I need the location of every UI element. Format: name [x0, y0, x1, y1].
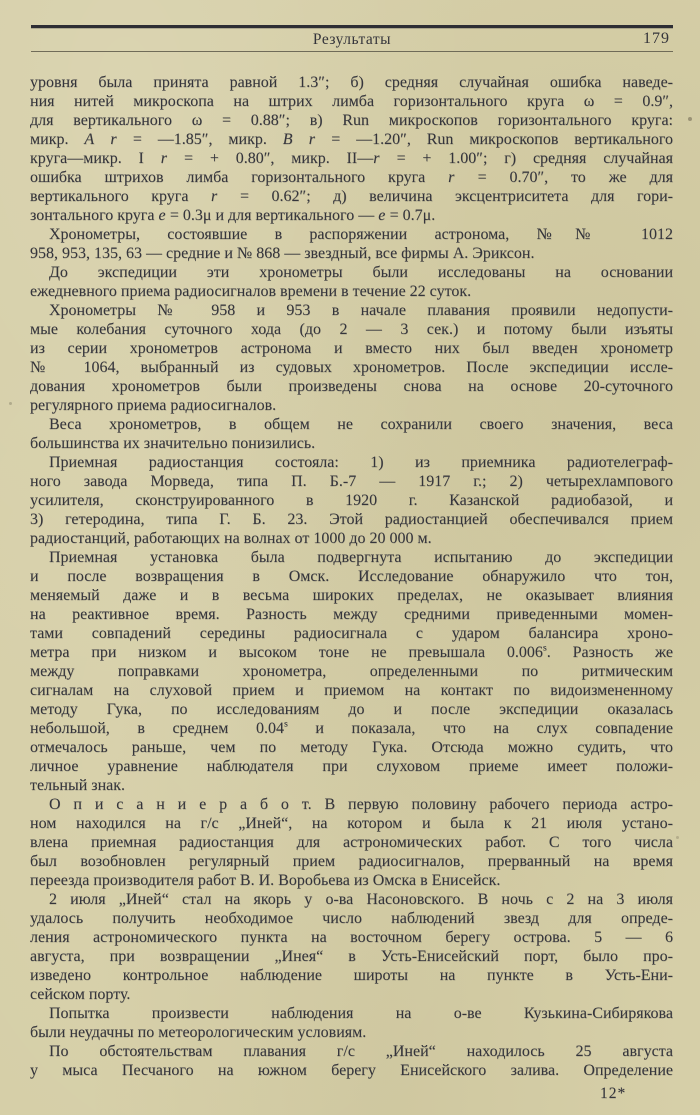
text-line: круга—микр. I r = + 0.80″, микр. II—r = + 1.00″; г) средняя случайная [30, 150, 674, 167]
text-line: Попытка произвести наблюдения на о-ве Кузькина-Сибирякова [49, 1005, 673, 1022]
text-line: ния нитей микроскопа на штрих лимба горизонтального круга ω = 0.9″, [30, 93, 673, 110]
signature-mark: 12* [600, 1085, 627, 1102]
text-line: между поправками хронометра, определенными по ритмическим [30, 663, 673, 680]
text-line: большинства их значительно понизились. [30, 435, 316, 452]
text-line: мые колебания суточного хода (до 2 — 3 сек.) и потому были изъяты [30, 321, 673, 338]
text-line: сейском порту. [30, 986, 131, 1003]
text-line: радиостанций, работающих на волнах от 1000 до 20 000 м. [30, 530, 432, 547]
text-line: небольшой, в среднем 0.04$^s$ и показала, что на слух совпадение [30, 718, 674, 737]
text-line: дования хронометров были произведены снова на основе 20-суточного [30, 378, 673, 395]
text-line: ежедневного приема радиосигналов времени в течение 22 суток. [30, 283, 472, 300]
text-line: По обстоятельствам плавания г/с „Иней“ находилось 25 августа [49, 1043, 673, 1060]
header-row [31, 28, 673, 51]
text-line: № 1064, выбранный из судовых хронометров. После экспедиции иссле- [30, 359, 673, 376]
text-line: ления астрономического пункта на восточном берегу острова. 5 — 6 [30, 929, 673, 946]
text-line: Веса хронометров, в общем не сохранили своего значения, веса [49, 416, 673, 433]
text-line: усилителя, сконструированного в 1920 г. Казанской радиобазой, и [30, 492, 673, 509]
text-line: ошибка штрихов лимба горизонтального круга r = 0.70″, то же для [30, 169, 674, 186]
header-rule-bottom [31, 51, 673, 52]
page-header [31, 25, 673, 52]
text-line: метра при низком и высоком тоне не превышала 0.006$^s$. Разность же [30, 642, 674, 661]
text-line: вертикального круга r = 0.62″; д) величина эксцентриситета для гори- [30, 188, 673, 205]
text-line: и после возвращения в Омск. Исследование обнаружило что тон, [30, 568, 673, 585]
text-line: на реактивное время. Разность между средними приведенными момен- [30, 606, 673, 623]
text-line: отмечалось раньше, чем по методу Гука. Отсюда можно судить, что [30, 739, 673, 756]
text-line: удалось получить необходимое число наблюдений звезд для опреде- [30, 910, 673, 927]
text-line: уровня была принята равной 1.3″; б) средняя случайная ошибка наведе- [30, 74, 673, 91]
page-number: 179 [643, 30, 670, 47]
text-line: у мыса Песчаного на южном берегу Енисейского залива. Определение [30, 1062, 673, 1079]
running-title: Результаты [312, 31, 392, 48]
text-line: изведено контрольное наблюдение широты на пункте в Усть-Ени- [30, 967, 673, 984]
text-line: был возобновлен регулярный прием радиосигналов, прерванный на время [30, 853, 673, 870]
text-line: регулярного приема радиосигналов. [30, 397, 277, 414]
text-line: ном находился на г/с „Иней“, на котором и была к 21 июля устано- [30, 815, 673, 832]
text-line: 2 июля „Иней“ стал на якорь у о-ва Насоновского. В ночь с 2 на 3 июля [49, 891, 673, 908]
text-line: Приемная радиостанция состояла: 1) из приемника радиотелеграф- [49, 454, 673, 471]
paper-speck [676, 836, 679, 839]
text-line: были неудачны по метеорологическим условиям. [30, 1024, 367, 1041]
text-line: сигналам на слуховой прием и приемом на контакт по видоизмененному [30, 682, 673, 699]
text-line: До экспедиции эти хронометры были исследованы на основании [49, 264, 673, 281]
text-line: ного завода Морведа, типа П. Б.-7 — 1917 г.; 2) четырехлампового [30, 473, 673, 490]
text-line: зонтального круга e = 0.3μ и для вертикального — e = 0.7μ. [30, 207, 436, 224]
text-line: для вертикального ω = 0.88″; в) Run микроскопов горизонтального круга: [30, 112, 673, 129]
text-line: меняемый даже и в весьма широких пределах, не оказывает влияния [30, 587, 673, 604]
text-line: августа, при возвращении „Инея“ в Усть-Енисейский порт, было про- [30, 948, 673, 965]
text-line: переезда производителя работ В. И. Воробьева из Омска в Енисейск. [30, 872, 501, 889]
text-line: 3) гетеродина, типа Г. Б. 23. Этой радиостанцией обеспечивался прием [30, 511, 673, 528]
text-line: О п и с а н и е р а б о т. В первую половину рабочего периода астро- [49, 796, 673, 813]
text-line: Приемная установка была подвергнута испытанию до экспедиции [49, 549, 673, 566]
text-line: методу Гука, по исследованиям до и после экспедиции оказалась [30, 701, 673, 718]
text-line: влена приемная радиостанция для астрономических работ. С того числа [30, 834, 673, 851]
text-line: микр. A r = —1.85″, микр. B r = —1.20″, Run микроскопов вертикального [30, 131, 673, 148]
text-line: из серии хронометров астронома и вместо них был введен хронометр [30, 340, 673, 357]
paper-speck [9, 402, 12, 405]
page-body [30, 73, 673, 1080]
text-line: Хронометры, состоявшие в распоряжении астронома, №№ 1012 [49, 226, 673, 243]
paper-speck [688, 117, 692, 121]
text-line: тельный знак. [30, 777, 126, 794]
text-line: личное уравнение наблюдателя при слуховом приеме имеет положи- [30, 758, 673, 775]
text-line: 958, 953, 135, 63 — средние и № 868 — звездный, все фирмы А. Эриксон. [30, 245, 535, 262]
text-line: Хронометры № 958 и 953 в начале плавания проявили недопусти- [49, 302, 673, 319]
text-line: тами совпадений середины радиосигнала с ударом балансира хроно- [30, 625, 673, 642]
